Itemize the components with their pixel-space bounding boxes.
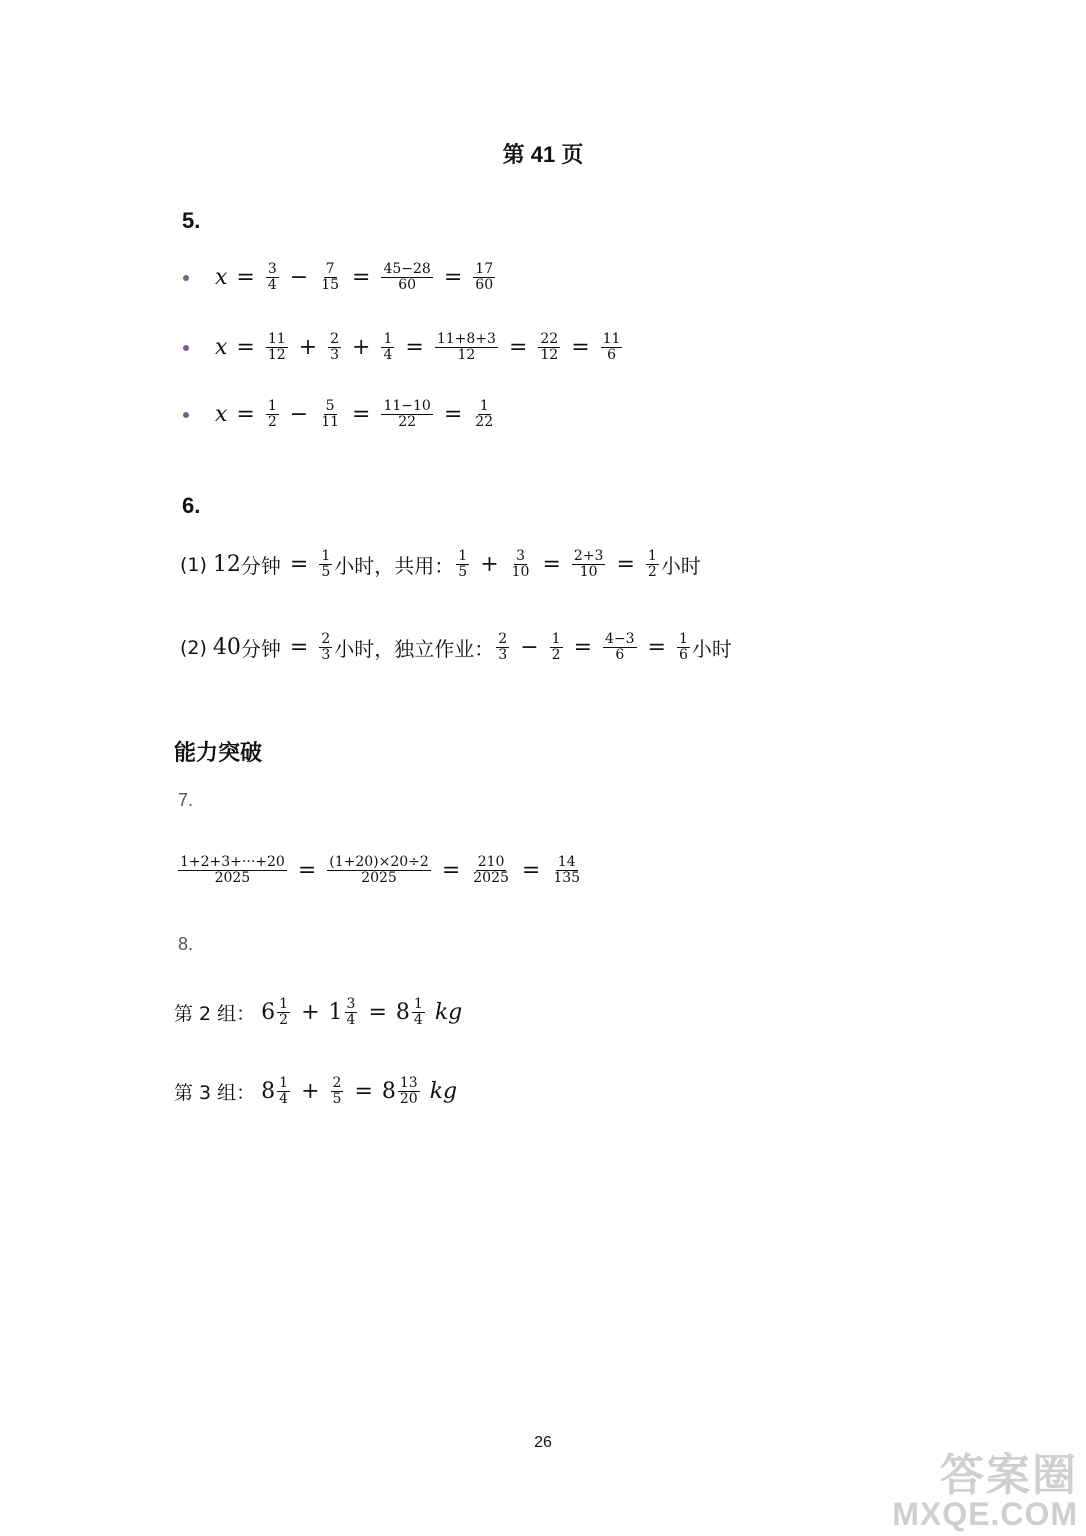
fraction-denominator: 3 xyxy=(330,347,340,363)
fraction-denominator: 22 xyxy=(398,414,417,430)
fraction-denominator: 6 xyxy=(615,647,625,663)
page-number: 26 xyxy=(534,1434,552,1451)
fraction-numerator: 11 xyxy=(267,331,286,347)
operator: = xyxy=(573,635,592,660)
q6-part-1 xyxy=(180,549,701,580)
fraction-denominator: 2025 xyxy=(361,870,397,886)
fraction-numerator: 5 xyxy=(325,398,335,414)
q8-group-2 xyxy=(174,997,462,1028)
watermark-line-2: MXQE.COM xyxy=(892,1496,1078,1532)
unit-minutes: 分钟 xyxy=(240,554,281,578)
part-label: (1) xyxy=(180,553,207,576)
operator: + xyxy=(298,335,318,360)
fraction-denominator: 3 xyxy=(321,647,331,663)
section-title: 能力突破 xyxy=(174,740,263,765)
fraction xyxy=(572,549,606,580)
fraction-denominator: 12 xyxy=(267,347,286,363)
variable: x xyxy=(215,402,228,427)
fraction-numerator: 11 xyxy=(602,331,621,347)
operator: = xyxy=(521,858,541,883)
operator: = xyxy=(443,402,463,427)
operator: = xyxy=(352,402,371,427)
question-8-number: 8. xyxy=(178,934,194,954)
fraction-denominator: 10 xyxy=(579,564,598,580)
operator: − xyxy=(289,265,309,290)
fraction-denominator: 6 xyxy=(607,347,617,363)
fraction xyxy=(319,549,332,580)
fraction xyxy=(551,855,582,886)
fraction xyxy=(603,632,637,663)
fraction-numerator: 1 xyxy=(279,1075,289,1091)
fraction-denominator: 12 xyxy=(540,347,559,363)
fraction-denominator: 4 xyxy=(267,277,277,293)
bullet-icon xyxy=(183,345,189,351)
fraction-denominator: 10 xyxy=(511,564,530,580)
fraction-denominator: 60 xyxy=(475,277,494,293)
fraction xyxy=(473,399,495,430)
bullet-icon xyxy=(183,275,189,281)
fraction xyxy=(381,399,432,430)
fraction xyxy=(319,632,332,663)
operator: = xyxy=(354,1079,373,1104)
fraction xyxy=(266,332,288,363)
fraction-numerator: 2+3 xyxy=(573,548,604,564)
operator: = xyxy=(368,1000,387,1025)
fraction xyxy=(345,997,358,1028)
unit-kg: kg xyxy=(429,1079,458,1104)
fraction xyxy=(381,332,394,363)
fraction-numerator: 7 xyxy=(325,261,335,277)
fraction-denominator: 5 xyxy=(332,1091,342,1107)
variable: x xyxy=(215,265,228,290)
operator: = xyxy=(297,858,317,883)
fraction-numerator: 1 xyxy=(279,996,289,1012)
fraction-denominator: 4 xyxy=(346,1012,356,1028)
minutes-value: 12 xyxy=(212,552,241,577)
fraction xyxy=(601,332,623,363)
fraction-denominator: 11 xyxy=(321,414,340,430)
group-label: 第 3 组： xyxy=(174,1082,256,1104)
operator: = xyxy=(443,265,463,290)
fraction-numerator: 1 xyxy=(267,398,277,414)
fraction xyxy=(327,855,431,886)
whole-number: 8 xyxy=(395,1000,410,1025)
fraction-numerator: 1 xyxy=(383,331,393,347)
bullet-icon xyxy=(183,412,189,418)
fraction-denominator: 15 xyxy=(321,277,340,293)
fraction-denominator: 2 xyxy=(551,647,561,663)
unit-hours: 小时 xyxy=(334,637,375,661)
fraction xyxy=(435,332,498,363)
fraction-denominator: 22 xyxy=(475,414,494,430)
fraction-denominator: 135 xyxy=(553,870,581,886)
operator: = xyxy=(236,402,255,427)
fraction-denominator: 5 xyxy=(321,564,331,580)
operator: = xyxy=(352,265,371,290)
operator: = xyxy=(289,552,309,577)
group-label: 第 2 组： xyxy=(174,1003,256,1025)
fraction-numerator: 1 xyxy=(479,398,489,414)
fraction xyxy=(646,549,659,580)
fraction-numerator: 2 xyxy=(321,631,331,647)
part-label: (2) xyxy=(180,636,207,659)
fraction-numerator: 2 xyxy=(332,1075,342,1091)
question-5-number: 5. xyxy=(182,208,201,233)
fraction xyxy=(496,632,509,663)
watermark-line-1: 答案圈 xyxy=(940,1451,1078,1500)
fraction xyxy=(277,1076,290,1107)
fraction-numerator: 4−3 xyxy=(605,631,635,647)
fraction-denominator: 12 xyxy=(457,347,476,363)
fraction-numerator: 13 xyxy=(399,1075,418,1091)
fraction-numerator: 11+8+3 xyxy=(436,331,496,347)
operator: = xyxy=(236,335,255,360)
whole-number: 8 xyxy=(261,1079,276,1104)
fraction-numerator: 17 xyxy=(475,261,494,277)
fraction-denominator: 2 xyxy=(647,564,657,580)
whole-number: 8 xyxy=(381,1079,396,1104)
description-text: ，共用： xyxy=(374,554,455,578)
minutes-value: 40 xyxy=(212,635,241,660)
whole-number: 1 xyxy=(328,1000,343,1025)
operator: − xyxy=(289,402,309,427)
fraction-numerator: 1 xyxy=(413,996,423,1012)
fraction-denominator: 2025 xyxy=(473,870,509,886)
q6-part-2 xyxy=(180,632,732,663)
operator: + xyxy=(301,1000,320,1025)
fraction-numerator: 11−10 xyxy=(383,398,431,414)
fraction xyxy=(510,549,532,580)
q5-equation-1 xyxy=(183,262,497,293)
fraction-numerator: 210 xyxy=(477,854,505,870)
operator: + xyxy=(352,335,371,360)
fraction-denominator: 2025 xyxy=(214,870,251,886)
fraction xyxy=(331,1076,344,1107)
fraction-denominator: 4 xyxy=(279,1091,289,1107)
fraction-numerator: 1 xyxy=(321,548,331,564)
fraction xyxy=(328,332,341,363)
operator: = xyxy=(647,635,666,660)
fraction-numerator: 1+2+3+···+20 xyxy=(180,854,285,870)
page-title: 第 41 页 xyxy=(502,142,584,167)
fraction-denominator: 4 xyxy=(413,1012,423,1028)
operator: − xyxy=(520,635,539,660)
q7-equation xyxy=(176,855,584,886)
q8-group-3 xyxy=(174,1076,457,1107)
operator: = xyxy=(508,335,528,360)
fraction-numerator: 45−28 xyxy=(383,261,431,277)
operator: + xyxy=(480,552,499,577)
operator: = xyxy=(236,265,255,290)
fraction-denominator: 60 xyxy=(398,277,417,293)
description-text: ，独立作业： xyxy=(374,637,495,661)
fraction-numerator: 1 xyxy=(678,631,688,647)
fraction-numerator: 1 xyxy=(647,548,657,564)
fraction xyxy=(456,549,469,580)
fraction xyxy=(277,997,290,1028)
fraction xyxy=(412,997,425,1028)
operator: = xyxy=(616,552,635,577)
fraction-numerator: 1 xyxy=(551,631,561,647)
fraction-numerator: 2 xyxy=(498,631,508,647)
fraction-numerator: 1 xyxy=(458,548,468,564)
fraction-denominator: 2 xyxy=(279,1012,289,1028)
operator: = xyxy=(289,635,309,660)
operator: = xyxy=(405,335,424,360)
fraction-denominator: 2 xyxy=(267,414,277,430)
fraction-numerator: 3 xyxy=(516,548,526,564)
fraction xyxy=(538,332,560,363)
question-7-number: 7. xyxy=(178,790,194,810)
fraction xyxy=(319,399,341,430)
operator: = xyxy=(542,552,561,577)
fraction-denominator: 4 xyxy=(383,347,393,363)
fraction-numerator: 3 xyxy=(267,261,277,277)
operator: = xyxy=(441,858,461,883)
fraction-denominator: 5 xyxy=(458,564,468,580)
fraction xyxy=(398,1076,420,1107)
fraction xyxy=(473,262,495,293)
fraction xyxy=(381,262,432,293)
fraction xyxy=(266,262,279,293)
fraction-denominator: 6 xyxy=(678,647,688,663)
whole-number: 6 xyxy=(261,1000,276,1025)
fraction xyxy=(178,855,287,886)
unit-hours: 小时 xyxy=(660,554,701,578)
unit-kg: kg xyxy=(434,1000,463,1025)
fraction xyxy=(266,399,279,430)
fraction-numerator: 22 xyxy=(540,331,559,347)
q5-equation-3 xyxy=(183,399,497,430)
unit-hours: 小时 xyxy=(334,554,375,578)
fraction-numerator: 2 xyxy=(330,331,340,347)
unit-hours: 小时 xyxy=(691,637,732,661)
fraction-numerator: 14 xyxy=(557,854,576,870)
unit-minutes: 分钟 xyxy=(240,637,281,661)
fraction xyxy=(471,855,511,886)
fraction-denominator: 20 xyxy=(399,1091,418,1107)
fraction xyxy=(319,262,341,293)
fraction xyxy=(677,632,690,663)
fraction-numerator: (1+20)×20÷2 xyxy=(329,854,429,870)
operator: + xyxy=(301,1079,320,1104)
variable: x xyxy=(215,335,228,360)
q5-equation-2 xyxy=(183,332,624,363)
watermark-logo xyxy=(892,1451,1078,1532)
operator: = xyxy=(571,335,590,360)
fraction xyxy=(550,632,563,663)
fraction-denominator: 3 xyxy=(498,647,508,663)
question-6-number: 6. xyxy=(182,493,201,518)
fraction-numerator: 3 xyxy=(346,996,356,1012)
